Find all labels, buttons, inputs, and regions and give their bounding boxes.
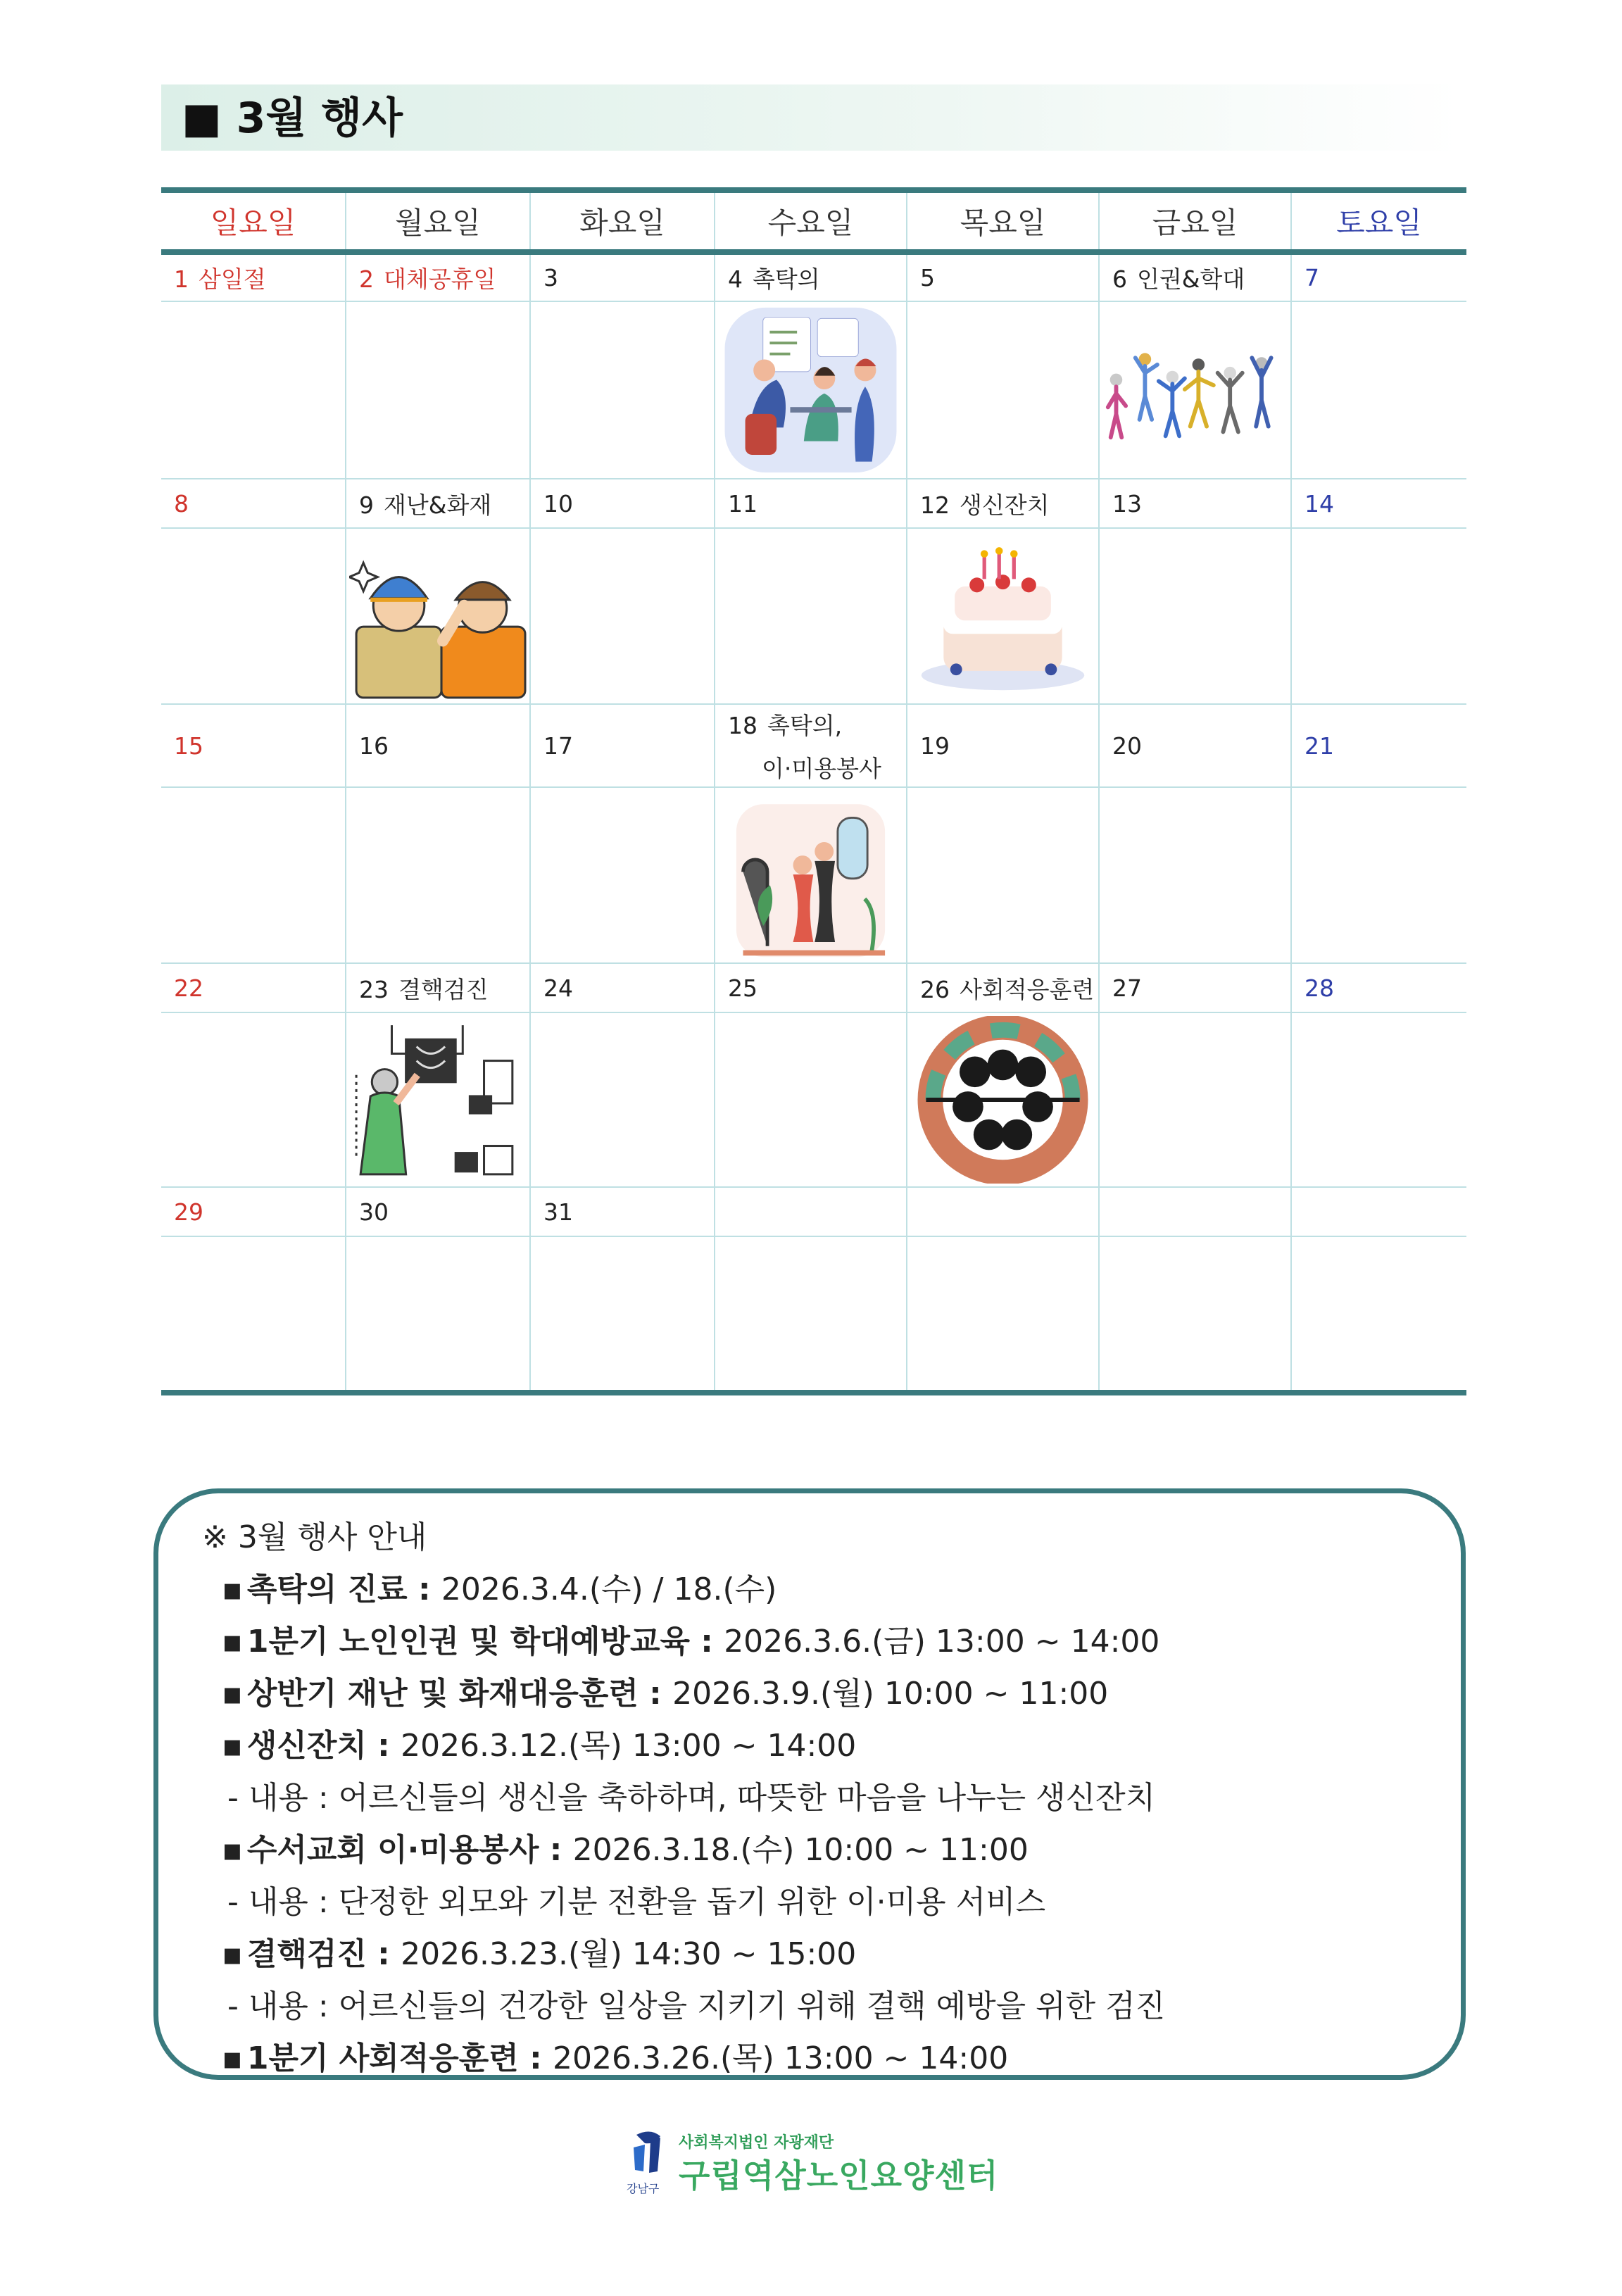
weekday-header-sat: 토요일 <box>1291 190 1466 252</box>
bullet-icon: ▪ <box>222 1832 243 1868</box>
label-separator: : <box>518 2040 553 2076</box>
week-3-image-row <box>161 787 1466 963</box>
day-event: 인권&학대 <box>1137 265 1245 293</box>
day-cell <box>1099 479 1291 528</box>
footer-org: 사회복지법인 자광재단 <box>679 2134 834 2152</box>
day-number: 17 <box>543 732 573 760</box>
xray-checkup-illustration <box>349 1016 527 1184</box>
day-cell <box>346 704 530 787</box>
day-cell <box>346 479 530 528</box>
day-number: 9 <box>359 491 374 519</box>
weekday-header-sun: 일요일 <box>161 190 346 252</box>
day-number: 4 <box>728 265 743 293</box>
day-image-cell <box>1099 301 1291 479</box>
march-calendar <box>161 187 1466 1395</box>
day-image-cell <box>530 1236 715 1393</box>
notice-detail <box>202 1876 1461 1928</box>
day-image-cell <box>161 528 346 704</box>
notice-detail-text: - 내용 : 단정한 외모와 기분 전환을 돕기 위한 이·미용 서비스 <box>227 1884 1046 1920</box>
weekday-header-fri: 금요일 <box>1099 190 1291 252</box>
day-number: 31 <box>543 1198 573 1226</box>
bullet-icon: ▪ <box>222 1624 243 1660</box>
day-image-cell <box>161 301 346 479</box>
day-image-cell <box>161 1012 346 1187</box>
notice-detail-text: - 내용 : 어르신들의 건강한 일상을 지키기 위해 결핵 예방을 위한 검진 <box>227 1988 1166 2024</box>
day-number: 26 <box>920 975 950 1003</box>
footer-logo <box>627 2126 1021 2197</box>
day-image-cell <box>1099 528 1291 704</box>
notice-item-label: 촉탁의 진료 <box>246 1572 408 1607</box>
day-cell <box>161 1187 346 1236</box>
notice-item-value: 2026.3.6.(금) 13:00 ~ 14:00 <box>724 1624 1160 1660</box>
day-cell <box>1099 704 1291 787</box>
bullet-icon: ▪ <box>222 2040 243 2076</box>
day-event: 촉탁의, <box>767 712 843 739</box>
day-number: 23 <box>359 975 389 1003</box>
day-cell <box>161 963 346 1012</box>
week-4-date-row <box>161 963 1466 1012</box>
day-number: 25 <box>728 974 757 1002</box>
notice-item-value: 2026.3.23.(월) 14:30 ~ 15:00 <box>401 1936 857 1972</box>
day-number: 8 <box>174 489 189 517</box>
day-cell <box>346 1187 530 1236</box>
day-number: 10 <box>543 489 573 517</box>
day-image-cell <box>346 1236 530 1393</box>
day-event: 촉탁의 <box>753 265 820 293</box>
day-image-cell <box>530 528 715 704</box>
day-image-cell <box>907 1012 1099 1187</box>
day-cell <box>1291 1187 1466 1236</box>
day-cell <box>715 704 907 787</box>
day-number: 7 <box>1304 264 1319 291</box>
day-cell <box>907 479 1099 528</box>
day-cell <box>530 704 715 787</box>
notice-item-value: 2026.3.4.(수) / 18.(수) <box>441 1572 777 1607</box>
label-separator: : <box>407 1572 441 1607</box>
notice-detail <box>202 1981 1461 2033</box>
day-number: 19 <box>920 732 950 760</box>
day-event: 생신잔치 <box>960 491 1050 519</box>
day-cell <box>346 963 530 1012</box>
day-image-cell <box>346 1012 530 1187</box>
doctor-consult-illustration <box>718 305 903 475</box>
bullet-icon: ▪ <box>222 1728 243 1764</box>
day-image-cell <box>346 787 530 963</box>
day-image-cell <box>907 528 1099 704</box>
notice-item <box>202 1928 1461 1981</box>
day-number: 14 <box>1304 489 1334 517</box>
day-image-cell <box>1291 787 1466 963</box>
notice-item <box>202 1616 1461 1668</box>
day-number: 20 <box>1112 732 1142 760</box>
day-number: 6 <box>1112 265 1127 293</box>
day-cell <box>161 704 346 787</box>
notice-item-label: 1분기 사회적응훈련 <box>246 2040 519 2076</box>
day-cell <box>530 252 715 301</box>
notice-item-label: 1분기 노인인권 및 학대예방교육 <box>246 1624 690 1660</box>
notice-item <box>202 1564 1461 1616</box>
day-image-cell <box>1291 528 1466 704</box>
weekday-header-tue: 화요일 <box>530 190 715 252</box>
day-cell <box>715 252 907 301</box>
notice-item-label: 상반기 재난 및 화재대응훈련 <box>246 1676 639 1712</box>
day-image-cell <box>907 1236 1099 1393</box>
label-separator: : <box>366 1936 401 1972</box>
week-2-image-row <box>161 528 1466 704</box>
footer-center-name: 구립역삼노인요양센터 <box>679 2157 999 2195</box>
day-number: 22 <box>174 974 203 1002</box>
day-image-cell <box>907 301 1099 479</box>
day-cell <box>530 1187 715 1236</box>
event-notice-box <box>153 1488 1466 2080</box>
day-number: 27 <box>1112 974 1142 1002</box>
label-separator: : <box>366 1728 401 1764</box>
day-number: 30 <box>359 1198 389 1226</box>
day-number: 28 <box>1304 974 1334 1002</box>
day-image-cell <box>715 1236 907 1393</box>
day-image-cell <box>1099 1236 1291 1393</box>
footer-district: 강남구 <box>627 2182 660 2195</box>
day-image-cell <box>1099 787 1291 963</box>
notice-item-value: 2026.3.12.(목) 13:00 ~ 14:00 <box>401 1728 857 1764</box>
label-separator: : <box>689 1624 724 1660</box>
day-event: 재난&화재 <box>384 491 492 519</box>
day-number: 3 <box>543 264 558 291</box>
day-cell <box>907 252 1099 301</box>
birthday-cake-illustration <box>910 532 1095 701</box>
day-event: 삼일절 <box>199 265 266 293</box>
notice-detail-text: - 내용 : 어르신들의 생신을 축하하며, 따뜻한 마음을 나누는 생신잔치 <box>227 1780 1156 1816</box>
notice-item <box>202 1824 1461 1876</box>
notice-item <box>202 1668 1461 1720</box>
day-image-cell <box>346 301 530 479</box>
firefighters-illustration <box>349 532 527 701</box>
day-event: 대체공휴일 <box>384 265 496 293</box>
notice-item-label: 수서교회 이·미용봉사 <box>246 1832 539 1868</box>
group-circle-illustration <box>910 1016 1095 1184</box>
week-1-date-row <box>161 252 1466 301</box>
bullet-icon: ▪ <box>222 1936 243 1972</box>
day-number: 1 <box>174 265 189 293</box>
day-number: 11 <box>728 489 757 517</box>
day-number: 13 <box>1112 489 1142 517</box>
day-number: 16 <box>359 732 389 760</box>
day-cell <box>715 1187 907 1236</box>
day-number: 5 <box>920 264 935 291</box>
week-5-date-row <box>161 1187 1466 1236</box>
notice-item-value: 2026.3.18.(수) 10:00 ~ 11:00 <box>572 1832 1029 1868</box>
day-cell <box>1099 963 1291 1012</box>
notice-heading: ※ 3월 행사 안내 <box>202 1519 427 1555</box>
bullet-icon: ▪ <box>222 1572 243 1607</box>
day-cell <box>1291 252 1466 301</box>
day-cell <box>907 704 1099 787</box>
day-number: 12 <box>920 491 950 519</box>
week-5-image-row <box>161 1236 1466 1393</box>
day-image-cell <box>715 1012 907 1187</box>
weekday-header-wed: 수요일 <box>715 190 907 252</box>
day-image-cell <box>530 1012 715 1187</box>
day-cell <box>1291 479 1466 528</box>
label-separator: : <box>638 1676 673 1712</box>
day-cell <box>1291 963 1466 1012</box>
notice-item <box>202 1720 1461 1772</box>
day-number: 2 <box>359 265 374 293</box>
day-cell <box>1291 704 1466 787</box>
day-number: 18 <box>728 712 757 739</box>
day-cell <box>907 963 1099 1012</box>
bullet-icon: ▪ <box>222 1676 243 1712</box>
notice-item-value: 2026.3.26.(목) 13:00 ~ 14:00 <box>553 2040 1009 2076</box>
day-image-cell <box>715 301 907 479</box>
day-cell <box>715 479 907 528</box>
day-cell <box>161 252 346 301</box>
week-2-date-row <box>161 479 1466 528</box>
week-4-image-row <box>161 1012 1466 1187</box>
page-title: ■ 3월 행사 <box>182 94 403 143</box>
weekday-header-thu: 목요일 <box>907 190 1099 252</box>
day-number: 24 <box>543 974 573 1002</box>
day-event: 사회적응훈련 <box>960 975 1095 1003</box>
day-number: 15 <box>174 732 203 760</box>
notice-item-label: 결핵검진 <box>246 1936 367 1972</box>
week-1-image-row <box>161 301 1466 479</box>
seniors-exercise-illustration <box>1102 305 1288 475</box>
week-3-date-row <box>161 704 1466 787</box>
day-image-cell <box>907 787 1099 963</box>
day-image-cell <box>715 528 907 704</box>
day-image-cell <box>530 787 715 963</box>
day-image-cell <box>1291 301 1466 479</box>
day-number: 29 <box>174 1198 203 1226</box>
day-event: 결핵검진 <box>398 975 489 1003</box>
day-image-cell <box>161 1236 346 1393</box>
label-separator: : <box>539 1832 573 1868</box>
day-cell <box>346 252 530 301</box>
day-image-cell <box>1291 1236 1466 1393</box>
day-cell <box>530 963 715 1012</box>
notice-item-value: 2026.3.9.(월) 10:00 ~ 11:00 <box>672 1676 1109 1712</box>
day-image-cell <box>530 301 715 479</box>
day-cell <box>907 1187 1099 1236</box>
day-cell <box>1099 252 1291 301</box>
day-event-line2: 이·미용봉사 <box>762 755 881 782</box>
day-image-cell <box>346 528 530 704</box>
day-image-cell <box>1291 1012 1466 1187</box>
day-cell <box>161 479 346 528</box>
hair-salon-illustration <box>718 791 903 960</box>
foundation-logo-icon <box>629 2129 673 2181</box>
notice-item-label: 생신잔치 <box>246 1728 367 1764</box>
day-number: 21 <box>1304 732 1334 760</box>
day-cell <box>530 479 715 528</box>
day-cell <box>715 963 907 1012</box>
day-image-cell <box>161 787 346 963</box>
day-image-cell <box>1099 1012 1291 1187</box>
day-cell <box>1099 1187 1291 1236</box>
weekday-header-mon: 월요일 <box>346 190 530 252</box>
notice-detail <box>202 1772 1461 1824</box>
notice-item <box>202 2033 1461 2085</box>
day-image-cell <box>715 787 907 963</box>
